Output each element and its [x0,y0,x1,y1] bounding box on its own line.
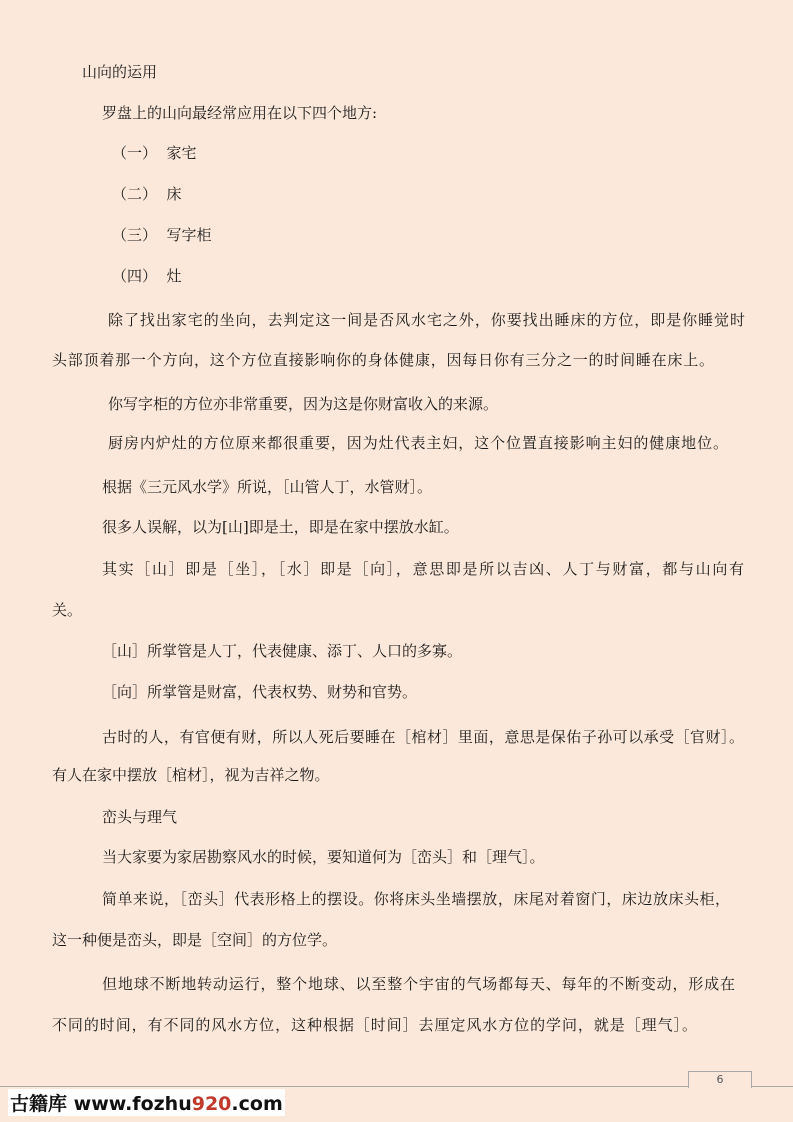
watermark-name: 古籍库 [10,1093,68,1115]
paragraph: 根据《三元风水学》所说，［山管人丁，水管财］。 [102,478,433,496]
list-item: （四） 灶 [112,267,182,285]
paragraph: 当大家要为家居勘察风水的时候，要知道何为［峦头］和［理气］。 [102,848,545,866]
section-heading: 峦头与理气 [102,808,178,826]
paragraph: 你写字柜的方位亦非常重要，因为这是你财富收入的来源。 [108,395,499,413]
paragraph: 头部顶着那一个方向，这个方位直接影响你的身体健康，因每日你有三分之一的时间睡在床上。 [52,351,714,369]
paragraph: 古时的人，有官便有财，所以人死后要睡在［棺材］里面，意思是保佑子孙可以承受［官财］。 [102,728,744,746]
paragraph: 简单来说，［峦头］代表形格上的摆设。你将床头坐墙摆放，床尾对着窗门，床边放床头柜， [102,890,730,908]
paragraph: ［向］所掌管是财富，代表权势、财势和官势。 [102,683,418,701]
paragraph: 除了找出家宅的坐向，去判定这一间是否风水宅之外，你要找出睡床的方位，即是你睡觉时 [108,311,745,329]
paragraph: 有人在家中摆放［棺材］，视为吉祥之物。 [52,766,330,784]
paragraph: 这一种便是峦头，即是［空间］的方位学。 [52,931,338,949]
section-heading: 山向的运用 [82,63,158,81]
watermark-url-suffix: .com [231,1093,283,1115]
page-number: 6 [688,1071,752,1088]
paragraph: 罗盘上的山向最经常应用在以下四个地方: [102,104,378,122]
paragraph: 但地球不断地转动运行，整个地球、以至整个宇宙的气场都每天、每年的不断变动，形成在 [102,975,735,993]
paragraph: ［山］所掌管是人丁，代表健康、添丁、人口的多寡。 [102,642,463,660]
watermark-logo [8,1089,285,1116]
watermark-url-num: 920 [191,1093,232,1115]
paragraph: 厨房内炉灶的方位原来都很重要，因为灶代表主妇，这个位置直接影响主妇的健康地位。 [108,434,728,452]
list-item: （三） 写字柜 [112,226,212,244]
paragraph: 关。 [52,601,83,619]
list-item: （一） 家宅 [112,144,197,162]
watermark-url-prefix: www.fozhu [73,1093,192,1115]
paragraph: 很多人误解，以为[山]即是土，即是在家中摆放水缸。 [102,518,459,536]
footer-divider [0,1086,793,1087]
list-item: （二） 床 [112,185,182,203]
paragraph: 其实［山］即是［坐］，［水］即是［向］，意思即是所以吉凶、人丁与财富，都与山向有 [102,560,744,578]
paragraph: 不同的时间，有不同的风水方位，这种根据［时间］去厘定风水方位的学问，就是［理气］。 [52,1016,697,1034]
